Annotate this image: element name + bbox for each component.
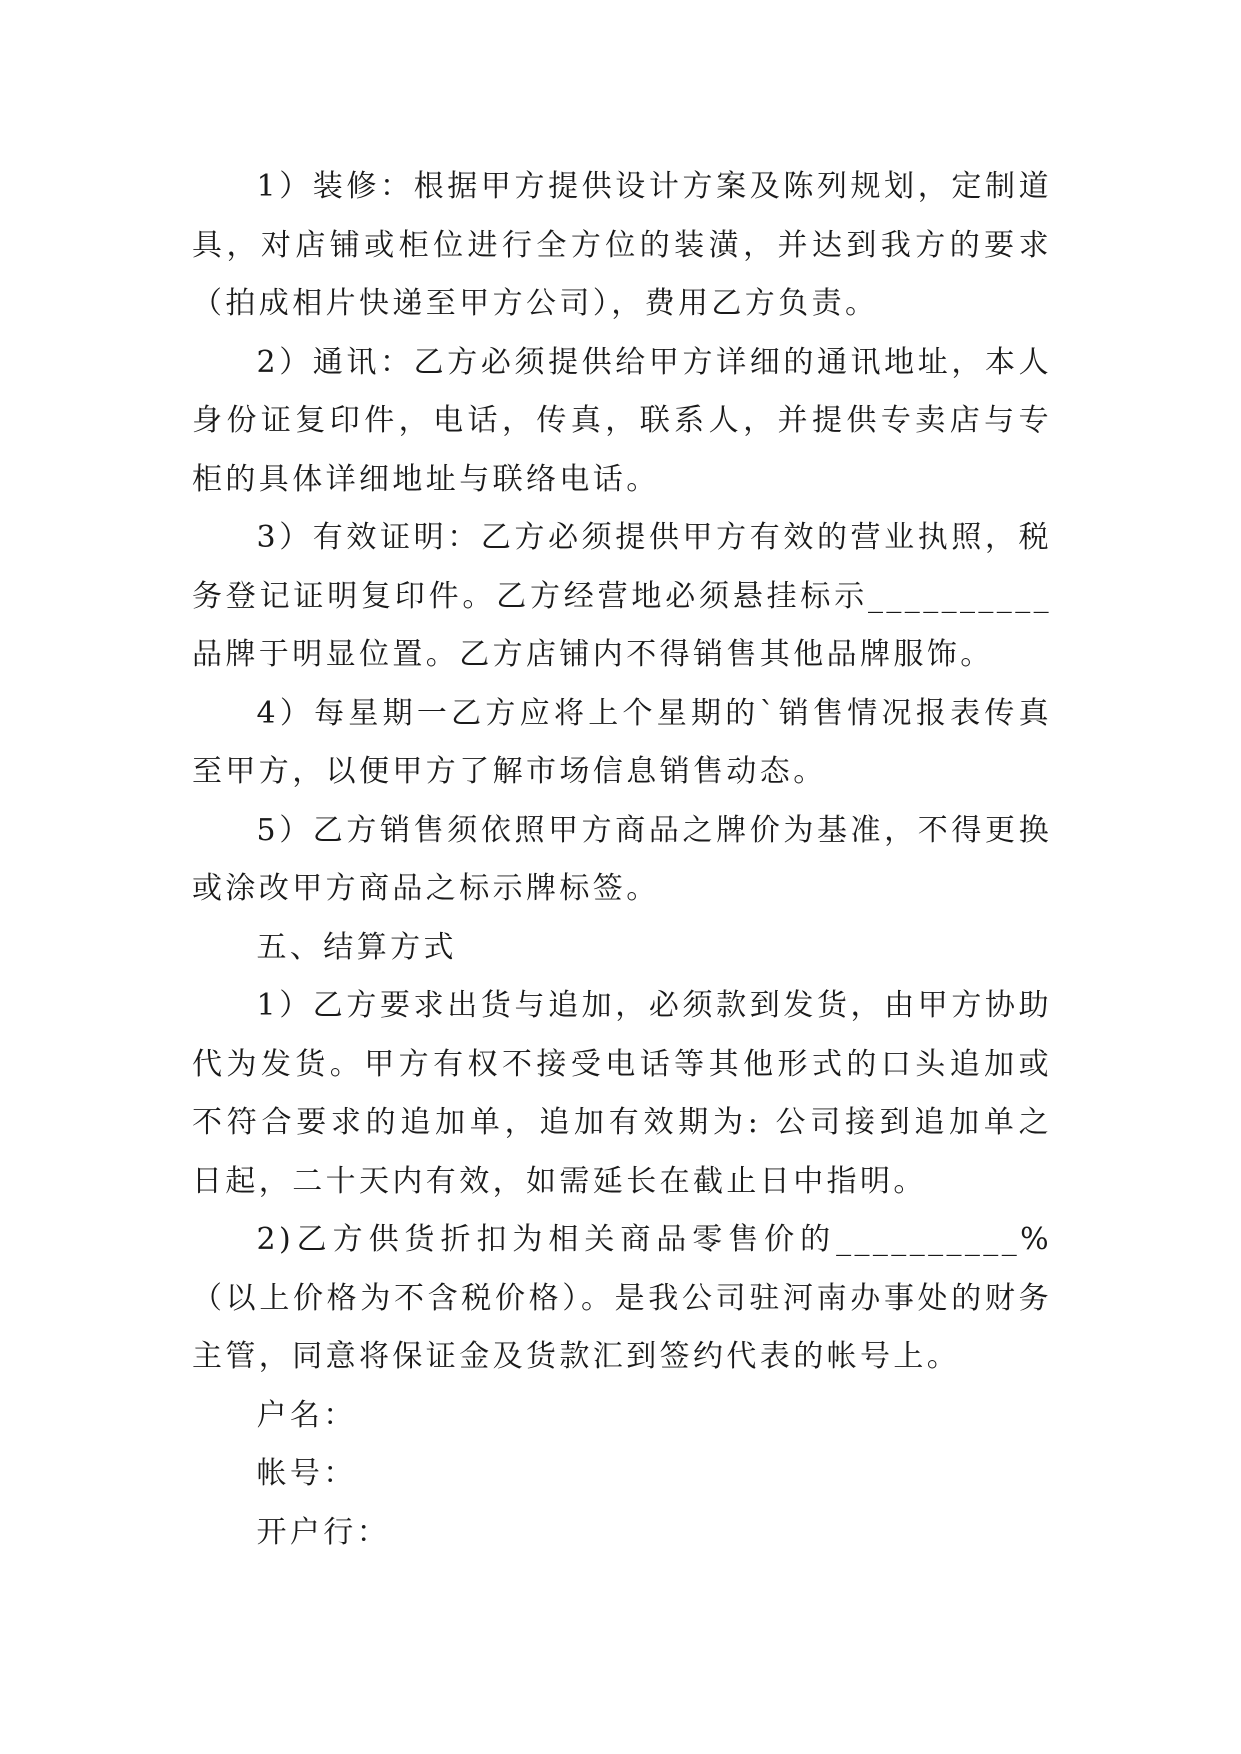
clause-shipment-orders: 1）乙方要求出货与追加，必须款到发货，由甲方协助代为发货。甲方有权不接受电话等其他形式的口头追加或不符合要求的追加单，追加有效期为: 公司接到追加单之日起，二十天内有效，如需延长在截止日中指明。 [192,988,1052,1199]
clause-decoration: 1）装修：根据甲方提供设计方案及陈列规划，定制道具，对店铺或柜位进行全方位的装潢，并达到我方的要求（拍成相片快递至甲方公司），费用乙方负责。 [192,169,1052,321]
clause-communication: 2）通讯：乙方必须提供给甲方详细的通讯地址，本人身份证复印件，电话，传真，联系人，并提供专卖店与专柜的具体详细地址与联络电话。 [192,344,1052,497]
section-heading-settlement: 五、结算方式 [256,929,457,965]
document-body [192,158,1052,1562]
clause-supply-discount: 2)乙方供货折扣为相关商品零售价的__________%（以上价格为不含税价格）。是我公司驻河南办事处的财务主管，同意将保证金及货款汇到签约代表的帐号上。 [192,1222,1052,1374]
bank-name-label: 开户行： [256,1514,391,1550]
account-name-label: 户名： [256,1397,357,1433]
clause-pricing: 5）乙方销售须依照甲方商品之牌价为基准，不得更换或涂改甲方商品之标示牌标签。 [192,812,1052,906]
clause-weekly-sales-report: 4）每星期一乙方应将上个星期的`销售情况报表传真至甲方，以便甲方了解市场信息销售动态。 [192,695,1052,789]
clause-valid-certificates: 3）有效证明：乙方必须提供甲方有效的营业执照，税务登记证明复印件。乙方经营地必须悬挂标示__________品牌于明显位置。乙方店铺内不得销售其他品牌服饰。 [192,520,1052,672]
account-number-label: 帐号： [256,1456,357,1491]
